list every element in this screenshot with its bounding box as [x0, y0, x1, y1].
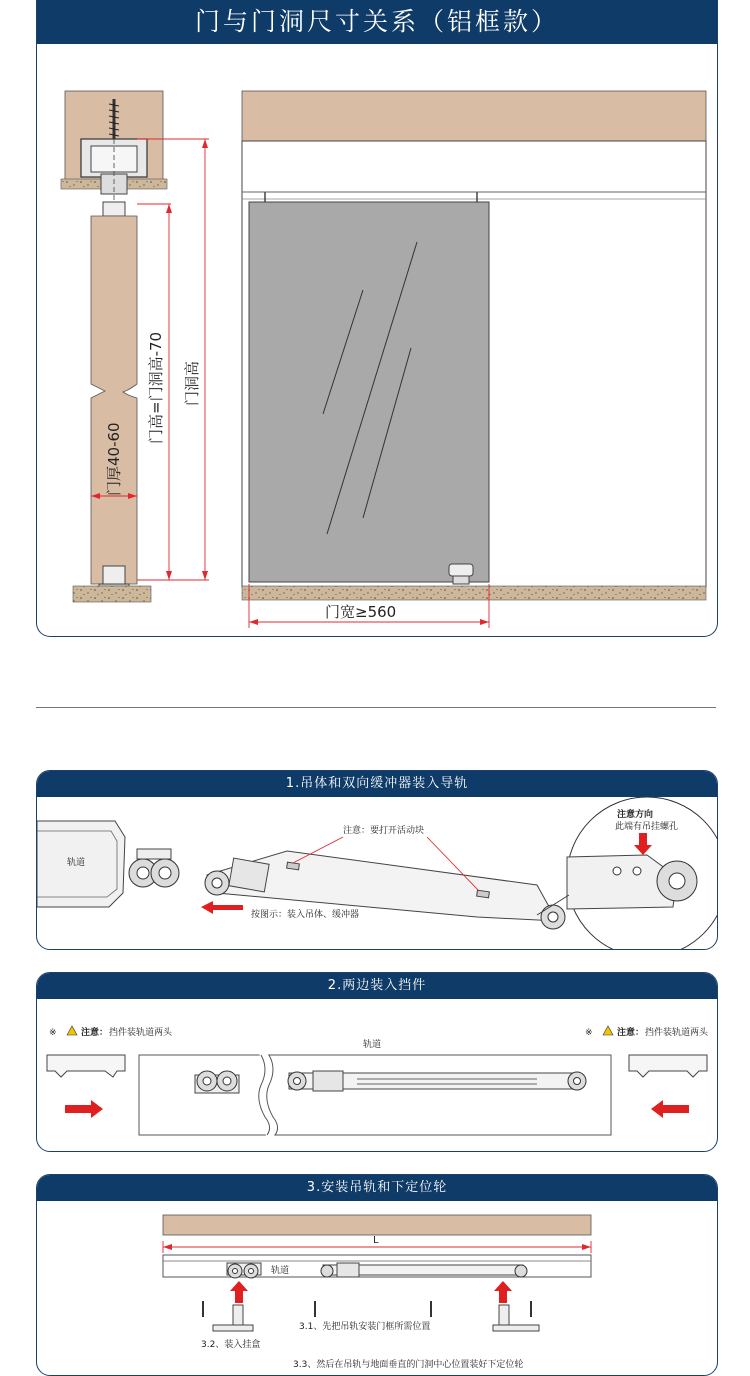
- floor-right: [242, 586, 706, 600]
- up-arrow-right-icon: [494, 1281, 512, 1303]
- insert-arrow-icon: [201, 901, 243, 914]
- step3-text-3-1: 3.1、先把吊轨安装门框所需位置: [299, 1322, 431, 1332]
- step2-note-left-bold: 注意：: [81, 1028, 109, 1038]
- step3-text-3-3: 3.3、然后在吊轨与地面垂直的门洞中心位置装好下定位轮: [293, 1360, 524, 1370]
- page-title: 门与门洞尺寸关系（铝框款）: [37, 0, 717, 44]
- step3-rail-label: 轨道: [271, 1266, 290, 1276]
- warning-icon-right: [603, 1026, 613, 1035]
- arrow-left-icon: [651, 1100, 689, 1118]
- hang-box-left: [233, 1305, 243, 1327]
- step3-damper-icon: [321, 1263, 527, 1277]
- up-arrow-left-icon: [230, 1281, 248, 1303]
- step2-damper-icon: [288, 1071, 586, 1091]
- screw-icons: [203, 1301, 531, 1317]
- step2-diagram: [37, 999, 717, 1151]
- door-dimension-panel: [36, 0, 718, 637]
- step3-ceiling: [163, 1215, 591, 1235]
- step3-panel: [36, 1174, 718, 1376]
- step1-diagram: [37, 797, 717, 949]
- step2-title: 2.两边装入挡件: [37, 973, 717, 999]
- end-stop-right: [629, 1055, 707, 1077]
- step3-text-3-2: 3.2、装入挂盒: [201, 1340, 261, 1350]
- step2-panel: [36, 972, 718, 1152]
- step2-note-right-text: 挡件装轨道两头: [645, 1028, 709, 1038]
- step1-open-note: 注意：要打开活动块: [343, 826, 425, 836]
- door-width-label: 门宽≥560: [325, 603, 397, 621]
- hanger-wheels-icon: [129, 849, 179, 887]
- step1-direction-text: 此端有吊挂螺孔: [615, 822, 679, 832]
- warning-icon-left: [67, 1026, 77, 1035]
- glass-door: [249, 202, 489, 582]
- header-beam: [242, 91, 706, 141]
- step2-note-left-text: 挡件装轨道两头: [109, 1028, 173, 1038]
- step2-rail-label: 轨道: [363, 1040, 382, 1050]
- step3-length-label: L: [373, 1235, 379, 1246]
- step1-panel: [36, 770, 718, 950]
- step3-title: 3.安装吊轨和下定位轮: [37, 1175, 717, 1201]
- floor-left: [73, 586, 151, 602]
- step1-direction-title: 注意方向: [617, 810, 654, 820]
- door-dimension-diagram: [37, 44, 717, 636]
- step1-rail-label: 轨道: [67, 858, 86, 868]
- opening-height-label: 门洞高: [183, 360, 201, 406]
- door-thickness-label: 门厚40-60: [105, 422, 123, 496]
- step1-diagram-note: 按图示：装入吊体、缓冲器: [251, 910, 360, 920]
- step1-title: 1.吊体和双向缓冲器装入导轨: [37, 771, 717, 797]
- hang-box-right: [499, 1305, 509, 1327]
- section-divider: [36, 707, 716, 708]
- end-stop-left: [47, 1055, 125, 1077]
- step3-diagram: [37, 1201, 717, 1375]
- step2-note-left-prefix: ※: [49, 1028, 57, 1038]
- door-leaf-side: [91, 216, 137, 584]
- step2-note-right-bold: 注意：: [617, 1028, 645, 1038]
- arrow-right-icon: [65, 1100, 103, 1118]
- step2-note-right-prefix: ※: [585, 1028, 593, 1038]
- door-height-label: 门高=门洞高-70: [147, 331, 165, 444]
- rail-box: [139, 1055, 611, 1135]
